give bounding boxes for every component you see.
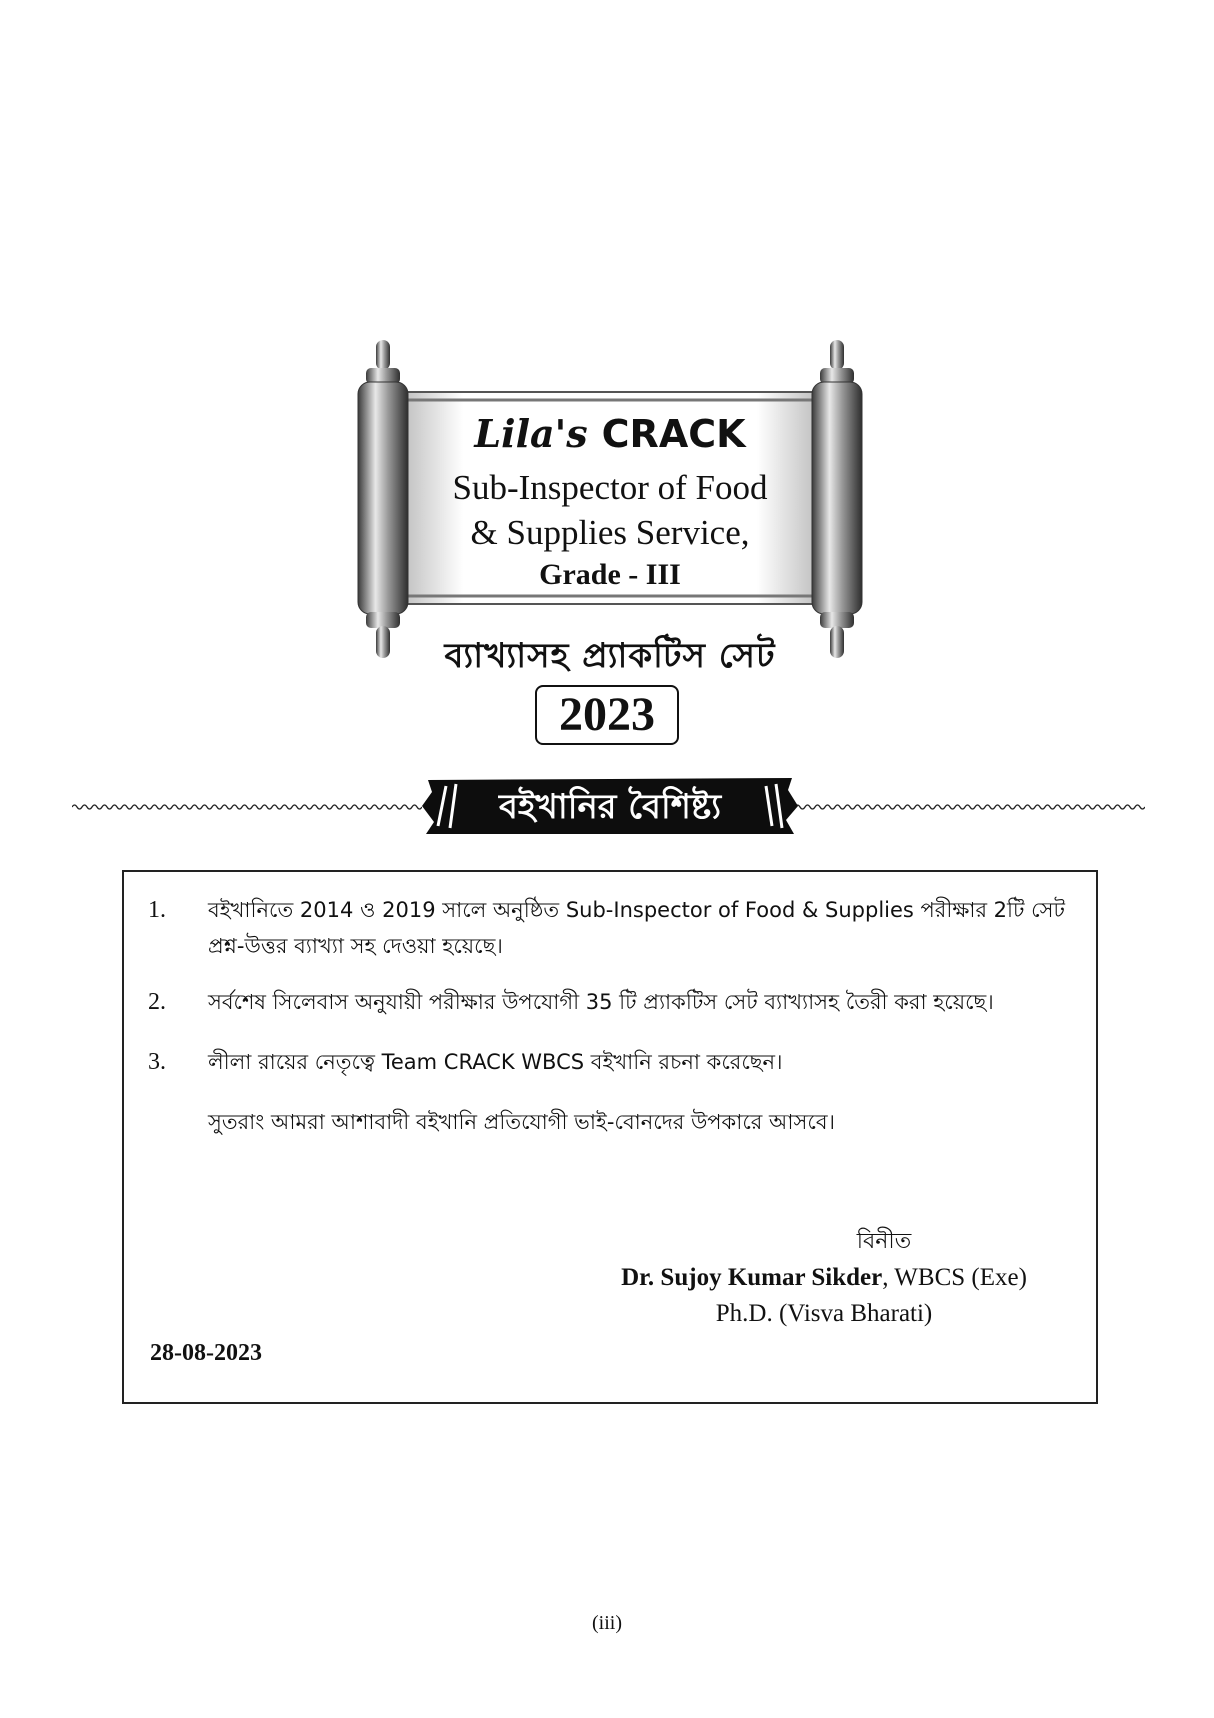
features-box xyxy=(122,870,1098,1404)
title-scroll xyxy=(350,330,870,670)
point-number: 1. xyxy=(148,897,166,923)
wave-divider-right xyxy=(795,800,1145,814)
brand-title xyxy=(350,410,870,457)
point-number: 2. xyxy=(148,989,166,1015)
document-date: 28-08-2023 xyxy=(150,1340,262,1366)
brand-script: Lila's xyxy=(474,411,588,456)
year-badge: 2023 xyxy=(535,685,679,745)
point-text: সর্বশেষ সিলেবাস অনুযায়ী পরীক্ষার উপযোগী 35 টি প্র্যাকটিস সেট ব্যাখ্যাসহ তৈরী করা হয়েছে। xyxy=(208,990,994,1014)
signer-line xyxy=(564,1260,1084,1296)
practice-set-subtitle: ব্যাখ্যাসহ প্র্যাকটিস সেট xyxy=(444,636,776,676)
point-number: 3. xyxy=(148,1049,166,1075)
point-text: লীলা রায়ের নেতৃত্বে Team CRACK WBCS বইখানি রচনা করেছেন। xyxy=(208,1050,783,1074)
book-title-line-1: Sub-Inspector of Food xyxy=(452,468,768,507)
page-number: (iii) xyxy=(592,1612,622,1634)
brand-crack: CRACK xyxy=(601,412,746,456)
book-title-grade: Grade - III xyxy=(539,558,681,591)
signer-designation: , WBCS (Exe) xyxy=(882,1264,1027,1291)
book-title-line-2: & Supplies Service, xyxy=(470,513,750,552)
wave-divider-left xyxy=(72,800,422,814)
features-heading: বইখানির বৈশিষ্ট্য xyxy=(498,787,722,827)
closing-text: সুতরাং আমরা আশাবাদী বইখানি প্রতিযোগী ভাই-বোনদের উপকারে আসবে। xyxy=(208,1110,836,1134)
signature-greeting: বিনীত xyxy=(856,1229,912,1254)
signature-block xyxy=(564,1224,1084,1332)
signer-name: Dr. Sujoy Kumar Sikder xyxy=(621,1264,883,1291)
point-text: বইখানিতে 2014 ও 2019 সালে অনুষ্ঠিত Sub-Inspector of Food & Supplies পরীক্ষার 2টি সেট প্রশ্ন-উত্তর ব্যাখ্যা সহ দেওয়া হয়েছে। xyxy=(208,898,1065,958)
signer-qualification: Ph.D. (Visva Bharati) xyxy=(715,1300,933,1327)
